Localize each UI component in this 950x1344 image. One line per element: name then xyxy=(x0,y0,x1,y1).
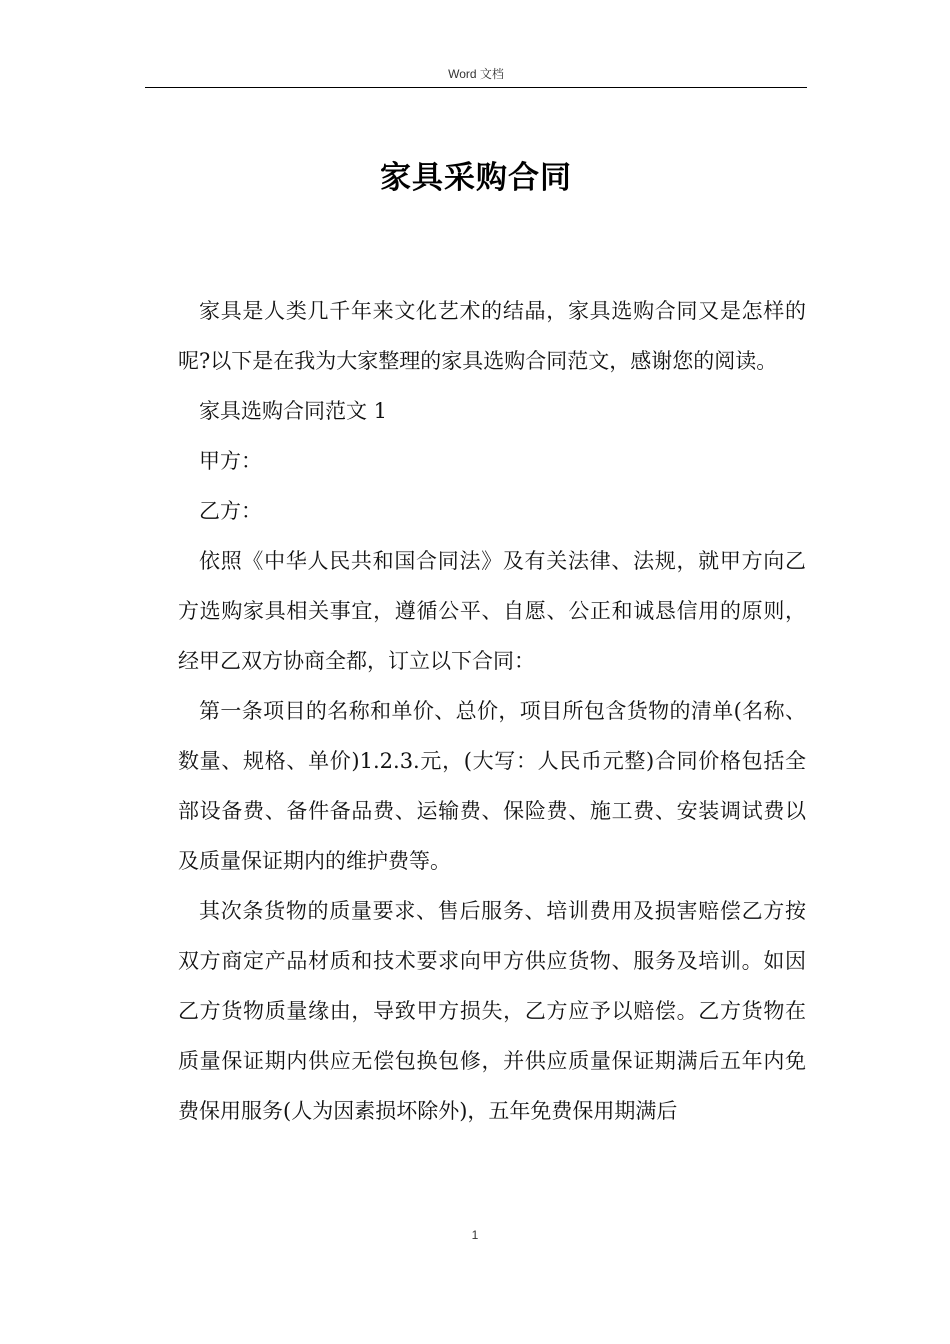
page-header: Word 文档 xyxy=(448,67,504,81)
document-title: 家具采购合同 xyxy=(380,160,572,196)
paragraph-intro: 家具是人类几千年来文化艺术的结晶，家具选购合同又是怎样的呢?以下是在我为大家整理的家具选购合同范文，感谢您的阅读。 xyxy=(178,299,806,373)
document-body xyxy=(178,286,806,1136)
page-number: 1 xyxy=(471,1228,479,1242)
paragraph-article-1: 第一条项目的名称和单价、总价，项目所包含货物的清单(名称、数量、规格、单价)1.2.3.元，(大写：人民币元整)合同价格包括全部设备费、备件备品费、运输费、保险费、施工费、安装调试费以及质量保证期内的维护费等。 xyxy=(178,699,806,873)
paragraph-preamble: 依照《中华人民共和国合同法》及有关法律、法规，就甲方向乙方选购家具相关事宜，遵循公平、自愿、公正和诚恳信用的原则，经甲乙双方协商全都，订立以下合同： xyxy=(178,549,806,673)
paragraph-sample-heading: 家具选购合同范文 1 xyxy=(199,399,388,423)
paragraph-party-b: 乙方： xyxy=(199,499,262,523)
header-divider xyxy=(145,87,807,88)
paragraph-party-a: 甲方： xyxy=(199,449,262,473)
paragraph-article-2: 其次条货物的质量要求、售后服务、培训费用及损害赔偿乙方按双方商定产品材质和技术要求向甲方供应货物、服务及培训。如因乙方货物质量缘由，导致甲方损失，乙方应予以赔偿。乙方货物在质量保证期内供应无偿包换包修，并供应质量保证期满后五年内免费保用服务(人为因素损坏除外)，五年免费保用期满后 xyxy=(178,899,806,1123)
